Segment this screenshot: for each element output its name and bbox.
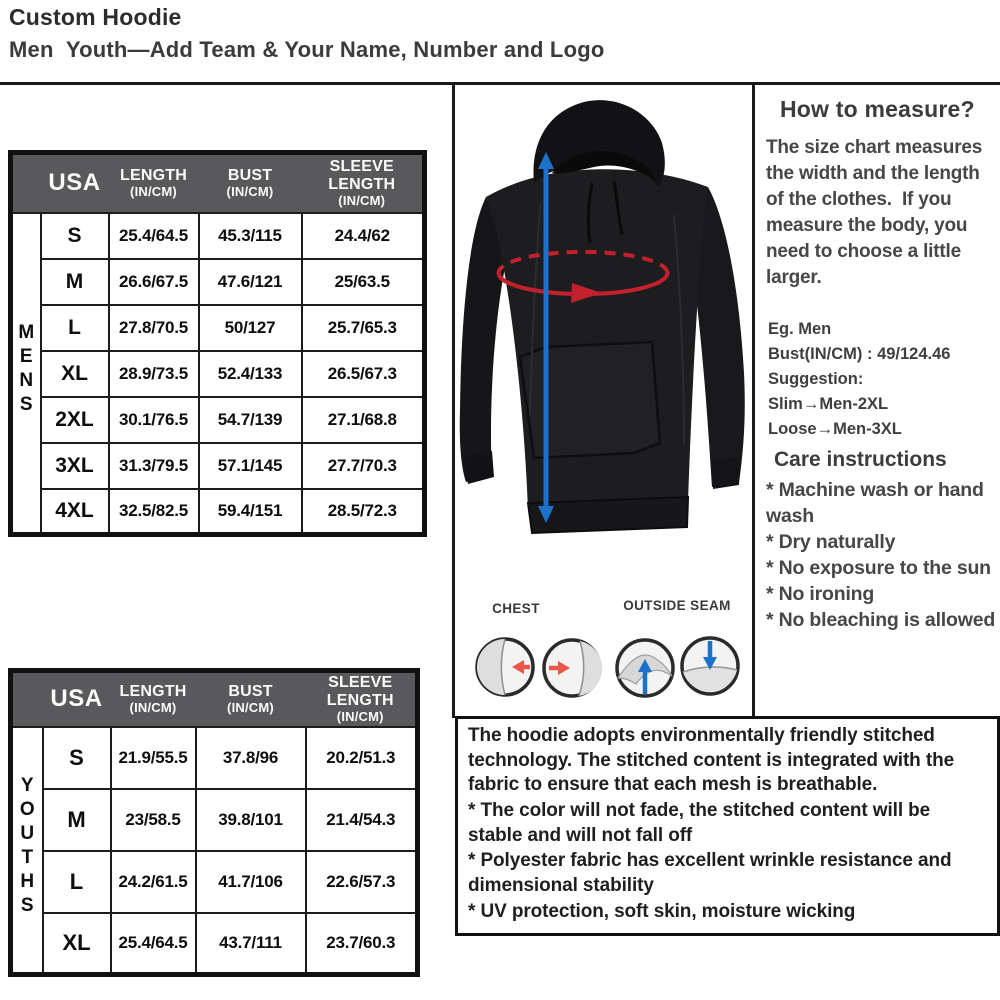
bust-cell: 41.7/106 bbox=[196, 851, 306, 913]
example-line: Bust(IN/CM) : 49/124.46 bbox=[768, 345, 951, 364]
measure-panel bbox=[766, 96, 996, 716]
length-header-label: LENGTH bbox=[120, 167, 187, 185]
bust-cell: 45.3/115 bbox=[199, 213, 302, 259]
length-cell: 25.4/64.5 bbox=[109, 213, 199, 259]
sleeve-cell: 22.6/57.3 bbox=[306, 851, 418, 913]
bust-cell: 37.8/96 bbox=[196, 727, 306, 789]
size-cell: L bbox=[43, 851, 111, 913]
page-title: Custom Hoodie bbox=[9, 4, 182, 30]
example-line: Eg. Men bbox=[768, 320, 832, 338]
bust-cell: 43.7/111 bbox=[196, 913, 306, 975]
hoodie-photo bbox=[456, 85, 750, 590]
youths-size-table bbox=[8, 668, 420, 977]
length-header-unit: (IN/CM) bbox=[130, 183, 177, 199]
size-cell: S bbox=[43, 727, 111, 789]
measurement-icons bbox=[456, 620, 752, 716]
table-row bbox=[11, 305, 425, 351]
bust-cell: 59.4/151 bbox=[199, 489, 302, 535]
example-line: Slim→Men-2XL bbox=[768, 395, 889, 414]
bust-cell: 54.7/139 bbox=[199, 397, 302, 443]
table-row bbox=[11, 489, 425, 535]
sleeve-header-label: SLEEVE LENGTH bbox=[328, 158, 396, 193]
bust-header-label: BUST bbox=[227, 167, 273, 185]
divider-vertical-left bbox=[452, 82, 455, 718]
bust-cell: 50/127 bbox=[199, 305, 302, 351]
care-line: * No ironing bbox=[766, 582, 875, 605]
table-row bbox=[11, 913, 418, 975]
sleeve-cell: 27.1/68.8 bbox=[302, 397, 425, 443]
table-row bbox=[11, 443, 425, 489]
size-cell: 4XL bbox=[41, 489, 109, 535]
care-line: * No exposure to the sun bbox=[766, 556, 991, 579]
length-column-header bbox=[109, 153, 199, 213]
sleeve-header-unit: (IN/CM) bbox=[336, 708, 384, 724]
mens-group-cell bbox=[11, 213, 41, 535]
sleeve-cell: 28.5/72.3 bbox=[302, 489, 425, 535]
size-cell: L bbox=[41, 305, 109, 351]
measure-intro: The size chart measures the width and the length of the clothes. If you measure the body, you need to choose a little larger. bbox=[766, 137, 988, 289]
sleeve-column-header bbox=[306, 671, 418, 727]
sleeve-cell: 20.2/51.3 bbox=[306, 727, 418, 789]
table-row bbox=[11, 351, 425, 397]
feature-line: * UV protection, soft skin, moisture wicking bbox=[468, 900, 856, 922]
sleeve-column-header bbox=[302, 153, 425, 213]
outside-seam-down-icon bbox=[682, 638, 738, 694]
sleeve-header-label: SLEEVE LENGTH bbox=[326, 674, 394, 709]
length-cell: 28.9/73.5 bbox=[109, 351, 199, 397]
size-cell: M bbox=[43, 789, 111, 851]
bust-cell: 39.8/101 bbox=[196, 789, 306, 851]
care-line: * Machine wash or hand wash bbox=[766, 479, 984, 527]
table-row bbox=[11, 851, 418, 913]
bust-column-header bbox=[199, 153, 302, 213]
mens-size-table bbox=[8, 150, 427, 537]
length-cell: 30.1/76.5 bbox=[109, 397, 199, 443]
header-corner bbox=[11, 153, 41, 213]
length-column-header bbox=[111, 671, 196, 727]
length-cell: 21.9/55.5 bbox=[111, 727, 196, 789]
size-cell: 3XL bbox=[41, 443, 109, 489]
example-line: Suggestion: bbox=[768, 370, 864, 389]
length-cell: 25.4/64.5 bbox=[111, 913, 196, 975]
divider-vertical-right bbox=[752, 82, 755, 718]
hoodie-cuff-right bbox=[712, 457, 740, 489]
care-line: * Dry naturally bbox=[766, 530, 896, 553]
mens-group-label: MENS bbox=[15, 322, 37, 419]
table-row bbox=[11, 397, 425, 443]
size-cell: XL bbox=[43, 913, 111, 975]
hoodie-pocket bbox=[520, 342, 660, 458]
length-cell: 24.2/61.5 bbox=[111, 851, 196, 913]
header-corner bbox=[11, 671, 43, 727]
measure-example bbox=[768, 317, 950, 442]
size-cell: XL bbox=[41, 351, 109, 397]
size-cell: S bbox=[41, 213, 109, 259]
bust-header-unit: (IN/CM) bbox=[227, 699, 274, 715]
chest-label: CHEST bbox=[492, 601, 540, 616]
usa-column-header: USA bbox=[43, 671, 111, 727]
sleeve-cell: 27.7/70.3 bbox=[302, 443, 425, 489]
table-row bbox=[11, 259, 425, 305]
page-subtitle: Men Youth—Add Team & Your Name, Number and Logo bbox=[9, 37, 605, 62]
sleeve-cell: 24.4/62 bbox=[302, 213, 425, 259]
mens-header-row bbox=[11, 153, 425, 213]
size-cell: M bbox=[41, 259, 109, 305]
care-line: * No bleaching is allowed bbox=[766, 608, 996, 631]
feature-line: * The color will not fade, the stitched content will be stable and will not fall off bbox=[468, 800, 931, 846]
length-header-unit: (IN/CM) bbox=[129, 699, 177, 715]
length-cell: 27.8/70.5 bbox=[109, 305, 199, 351]
length-header-label: LENGTH bbox=[119, 683, 187, 701]
table-row bbox=[11, 213, 425, 259]
youths-header-row bbox=[11, 671, 418, 727]
bust-header-unit: (IN/CM) bbox=[226, 183, 274, 199]
youths-group-label: YOUTHS bbox=[16, 775, 38, 920]
chest-measure-left-icon bbox=[477, 639, 533, 695]
table-row bbox=[11, 789, 418, 851]
example-line: Loose→Men-3XL bbox=[768, 420, 902, 439]
feature-line: * Polyester fabric has excellent wrinkle resistance and dimensional stability bbox=[468, 850, 952, 897]
outside-seam-label: OUTSIDE SEAM bbox=[623, 598, 731, 613]
bust-cell: 57.1/145 bbox=[199, 443, 302, 489]
outside-seam-up-icon bbox=[617, 640, 673, 696]
hoodie-hem bbox=[528, 497, 688, 533]
length-cell: 26.6/67.5 bbox=[109, 259, 199, 305]
sleeve-cell: 23.7/60.3 bbox=[306, 913, 418, 975]
bust-cell: 52.4/133 bbox=[199, 351, 302, 397]
length-cell: 32.5/82.5 bbox=[109, 489, 199, 535]
table-row bbox=[11, 727, 418, 789]
bust-column-header bbox=[196, 671, 306, 727]
size-cell: 2XL bbox=[41, 397, 109, 443]
features-box bbox=[455, 716, 1000, 936]
sleeve-cell: 25/63.5 bbox=[302, 259, 425, 305]
sleeve-cell: 26.5/67.3 bbox=[302, 351, 425, 397]
bust-header-label: BUST bbox=[228, 683, 273, 701]
feature-line: The hoodie adopts environmentally friendly stitched technology. The stitched content is integrated with the fabric to ensure that each mesh is breathable. bbox=[468, 725, 955, 796]
length-cell: 23/58.5 bbox=[111, 789, 196, 851]
measure-heading: How to measure? bbox=[780, 96, 975, 122]
youths-group-cell bbox=[11, 727, 43, 975]
measurement-diagram bbox=[456, 592, 752, 716]
care-heading: Care instructions bbox=[774, 448, 947, 471]
sleeve-header-unit: (IN/CM) bbox=[338, 192, 386, 208]
sleeve-cell: 21.4/54.3 bbox=[306, 789, 418, 851]
chest-measure-right-icon bbox=[544, 640, 602, 696]
bust-cell: 47.6/121 bbox=[199, 259, 302, 305]
sleeve-cell: 25.7/65.3 bbox=[302, 305, 425, 351]
length-cell: 31.3/79.5 bbox=[109, 443, 199, 489]
usa-column-header: USA bbox=[41, 153, 109, 213]
care-instructions bbox=[766, 448, 996, 634]
